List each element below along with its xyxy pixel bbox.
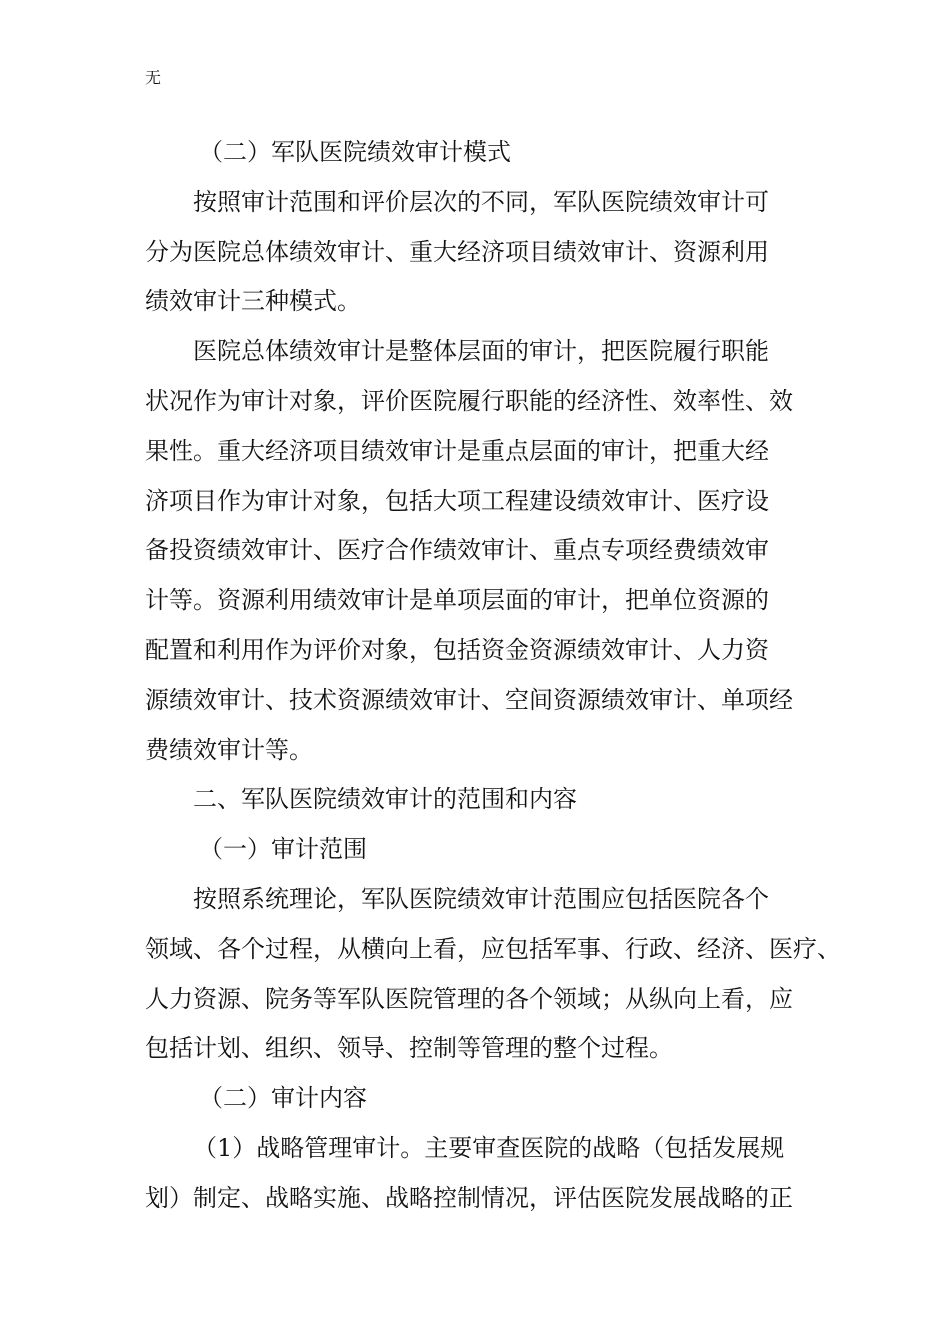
text-line: （二）军队医院绩效审计模式 (199, 138, 511, 166)
text-line: （1）战略管理审计。主要审查医院的战略（包括发展规 (193, 1133, 785, 1162)
text-line: 领域、各个过程，从横向上看，应包括军事、行政、经济、医疗、 (145, 934, 841, 963)
text-line: 费绩效审计等。 (145, 735, 313, 764)
text-line: 状况作为审计对象，评价医院履行职能的经济性、效率性、效 (145, 386, 793, 415)
text-line: 分为医院总体绩效审计、重大经济项目绩效审计、资源利用 (145, 237, 769, 266)
text-line: 包括计划、组织、领导、控制等管理的整个过程。 (145, 1034, 673, 1063)
text-line: 源绩效审计、技术资源绩效审计、空间资源绩效审计、单项经 (145, 685, 793, 714)
text-line: 按照系统理论，军队医院绩效审计范围应包括医院各个 (193, 884, 769, 913)
text-line: 划）制定、战略实施、战略控制情况，评估医院发展战略的正 (145, 1183, 793, 1212)
text-line: 济项目作为审计对象，包括大项工程建设绩效审计、医疗设 (145, 486, 769, 515)
text-line: 备投资绩效审计、医疗合作绩效审计、重点专项经费绩效审 (145, 536, 769, 565)
text-line: 按照审计范围和评价层次的不同，军队医院绩效审计可 (193, 187, 769, 216)
text-line: （一）审计范围 (199, 835, 367, 864)
text-line: 计等。资源利用绩效审计是单项层面的审计，把单位资源的 (145, 586, 769, 615)
text-line: 配置和利用作为评价对象，包括资金资源绩效审计、人力资 (145, 635, 769, 664)
text-line: 人力资源、院务等军队医院管理的各个领域；从纵向上看，应 (145, 984, 793, 1013)
body-text (145, 128, 841, 1224)
text-line: 医院总体绩效审计是整体层面的审计，把医院履行职能 (193, 337, 769, 366)
text-line: 果性。重大经济项目绩效审计是重点层面的审计，把重大经 (145, 436, 769, 465)
page-header: 无 (145, 68, 162, 87)
text-line: 绩效审计三种模式。 (145, 287, 361, 316)
text-line: （二）审计内容 (199, 1084, 367, 1113)
text-line: 二、军队医院绩效审计的范围和内容 (193, 785, 577, 814)
